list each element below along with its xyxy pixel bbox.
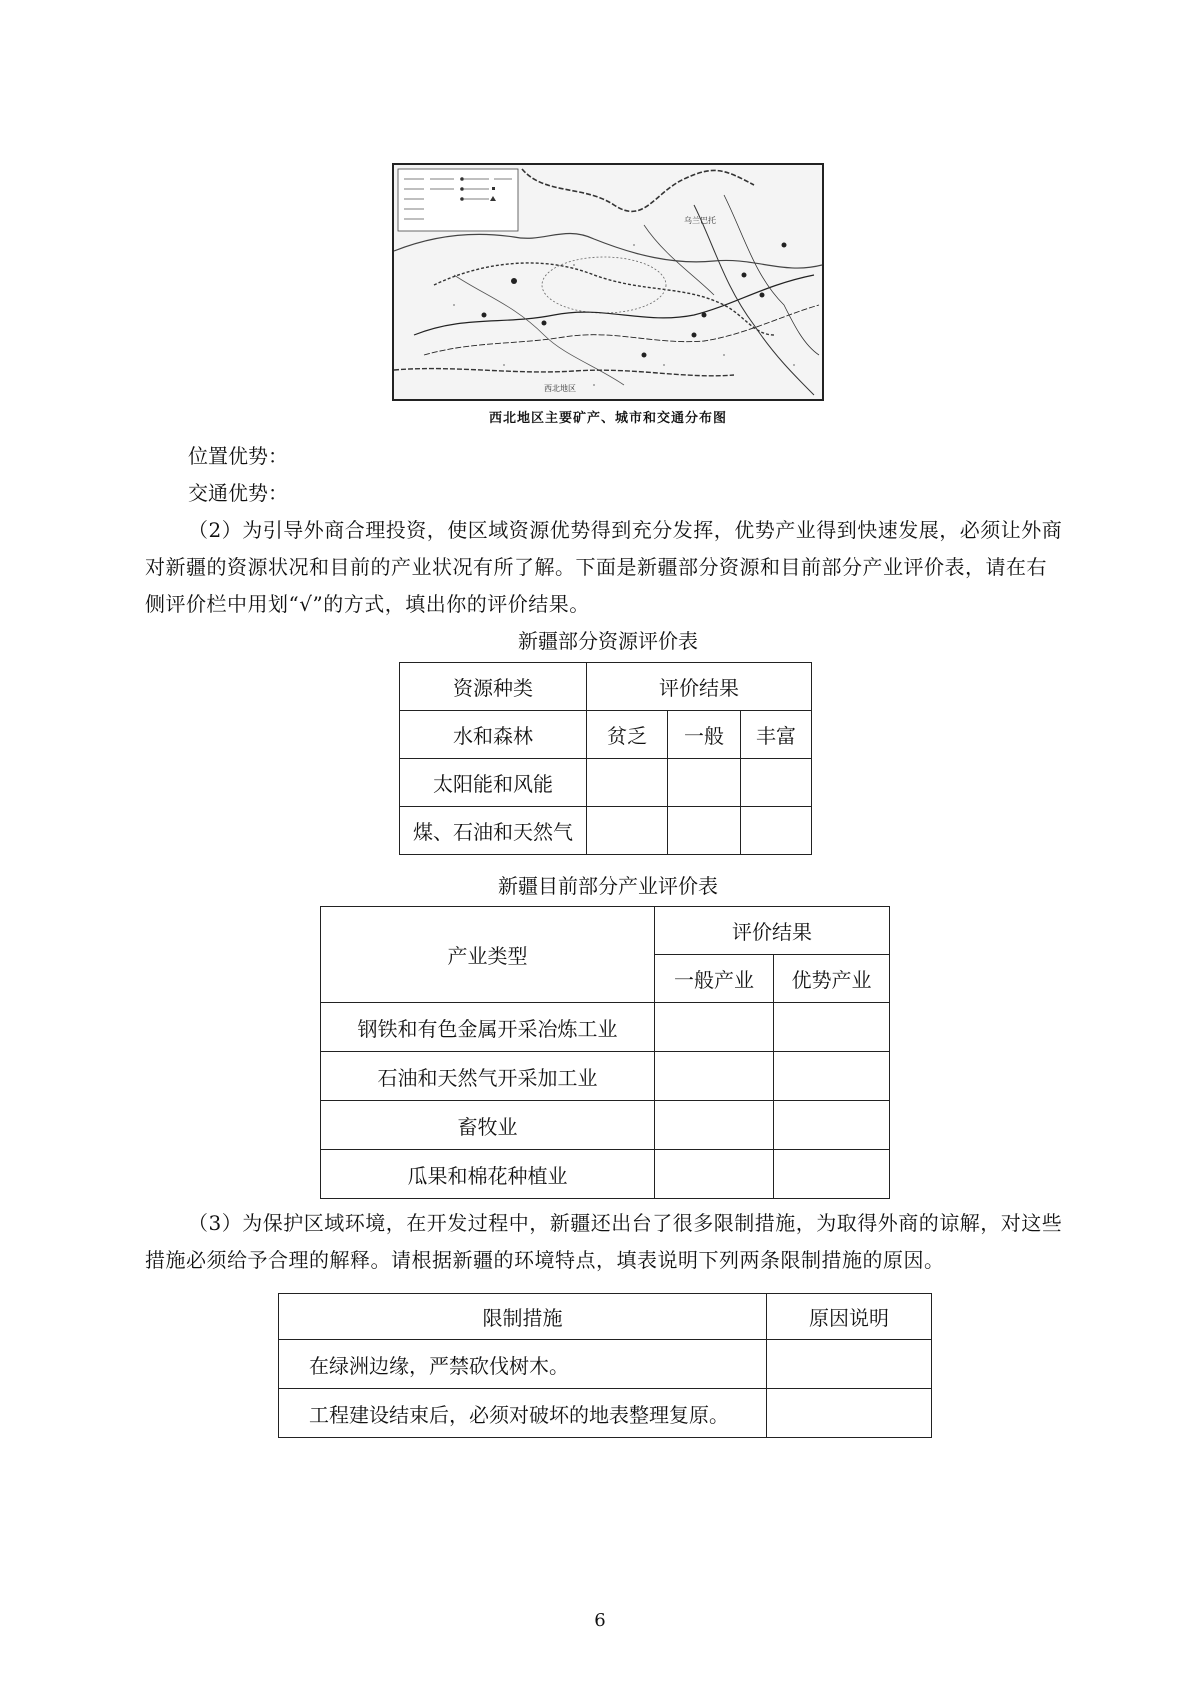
industry-type-header: 产业类型 bbox=[321, 907, 655, 1003]
answer-cell[interactable] bbox=[655, 1101, 774, 1150]
resource-table bbox=[399, 662, 812, 855]
industry-row-label: 畜牧业 bbox=[321, 1101, 655, 1150]
resource-row-label: 太阳能和风能 bbox=[400, 759, 587, 807]
industry-row-label: 瓜果和棉花种植业 bbox=[321, 1150, 655, 1199]
question-3-text: （3）为保护区域环境，在开发过程中，新疆还出台了很多限制措施，为取得外商的谅解，对这些措施必须给予合理的解释。请根据新疆的环境特点，填表说明下列两条限制措施的原因。 bbox=[145, 1211, 1063, 1272]
level-header-dominant: 优势产业 bbox=[774, 955, 890, 1003]
measure-row-label: 工程建设结束后，必须对破坏的地表整理复原。 bbox=[279, 1389, 767, 1438]
resource-result-header: 评价结果 bbox=[587, 663, 812, 711]
answer-cell[interactable] bbox=[655, 1052, 774, 1101]
answer-cell[interactable] bbox=[668, 759, 741, 807]
map-drawing bbox=[394, 165, 822, 399]
answer-cell[interactable] bbox=[668, 807, 741, 855]
resource-table-caption: 新疆部分资源评价表 bbox=[518, 629, 698, 653]
location-advantage-label: 位置优势： bbox=[188, 444, 288, 468]
northwest-map-figure bbox=[392, 163, 824, 401]
resource-row-label: 水和森林 bbox=[400, 711, 587, 759]
answer-cell[interactable] bbox=[741, 807, 812, 855]
page-number: 6 bbox=[594, 1610, 606, 1631]
answer-cell[interactable] bbox=[587, 807, 668, 855]
measure-table bbox=[278, 1293, 932, 1438]
map-caption: 西北地区主要矿产、城市和交通分布图 bbox=[488, 411, 727, 426]
answer-cell[interactable] bbox=[774, 1003, 890, 1052]
answer-cell[interactable] bbox=[767, 1389, 932, 1438]
answer-cell[interactable] bbox=[767, 1340, 932, 1389]
question-2-text: （2）为引导外商合理投资，使区域资源优势得到充分发挥，优势产业得到快速发展，必须让外商对新疆的资源状况和目前的产业状况有所了解。下面是新疆部分资源和目前部分产业评价表，请在右侧评价栏中用划“√”的方式，填出你的评价结果。 bbox=[145, 518, 1063, 616]
industry-table bbox=[320, 906, 890, 1199]
answer-cell[interactable] bbox=[655, 1150, 774, 1199]
level-header-average: 一般 bbox=[668, 711, 741, 759]
map-label-ulaanbaatar: 乌兰巴托 bbox=[684, 216, 716, 225]
answer-cell[interactable] bbox=[587, 759, 668, 807]
answer-cell[interactable] bbox=[774, 1052, 890, 1101]
map-label-region: 西北地区 bbox=[544, 384, 576, 393]
answer-cell[interactable] bbox=[774, 1101, 890, 1150]
answer-cell[interactable] bbox=[655, 1003, 774, 1052]
level-header-rich: 丰富 bbox=[741, 711, 812, 759]
resource-row-label: 煤、石油和天然气 bbox=[400, 807, 587, 855]
transport-advantage-label: 交通优势： bbox=[188, 481, 288, 505]
industry-result-header: 评价结果 bbox=[655, 907, 890, 955]
industry-row-label: 钢铁和有色金属开采冶炼工业 bbox=[321, 1003, 655, 1052]
reason-header: 原因说明 bbox=[767, 1294, 932, 1340]
level-header-poor: 贫乏 bbox=[587, 711, 668, 759]
measure-header: 限制措施 bbox=[279, 1294, 767, 1340]
industry-table-caption: 新疆目前部分产业评价表 bbox=[498, 874, 718, 898]
answer-cell[interactable] bbox=[741, 759, 812, 807]
industry-row-label: 石油和天然气开采加工业 bbox=[321, 1052, 655, 1101]
level-header-general: 一般产业 bbox=[655, 955, 774, 1003]
map-legend bbox=[398, 169, 518, 231]
answer-cell[interactable] bbox=[774, 1150, 890, 1199]
measure-row-label: 在绿洲边缘，严禁砍伐树木。 bbox=[279, 1340, 767, 1389]
resource-type-header: 资源种类 bbox=[400, 663, 587, 711]
